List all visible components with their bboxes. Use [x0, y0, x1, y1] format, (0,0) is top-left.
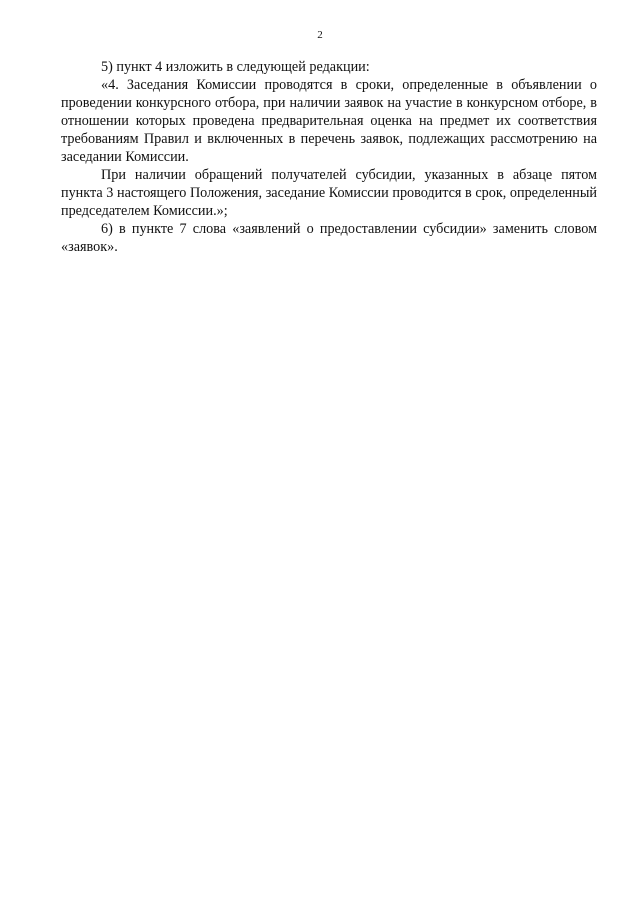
paragraph-item-5: 5) пункт 4 изложить в следующей редакции:	[101, 59, 370, 75]
paragraph-point-4-text: «4. Заседания Комиссии проводятся в сроки, определенные в объявлении о проведении конкурсного отбора, при наличии заявок на участие в конкурсном отборе, в отношении которых проведена предварительная оценка на предмет их соответствия требованиям Правил и включенных в перечень заявок, подлежащих рассмотрению на заседании Комиссии.	[61, 77, 597, 165]
page-number: 2	[317, 29, 323, 41]
paragraph-subsidy-requests: При наличии обращений получателей субсидии, указанных в абзаце пятом пункта 3 настоящего Положения, заседание Комиссии проводится в срок, определенный председателем Комиссии.»;	[61, 167, 597, 219]
paragraph-item-6: 6) в пункте 7 слова «заявлений о предоставлении субсидии» заменить словом «заявок».	[61, 221, 597, 255]
document-body	[61, 58, 597, 256]
